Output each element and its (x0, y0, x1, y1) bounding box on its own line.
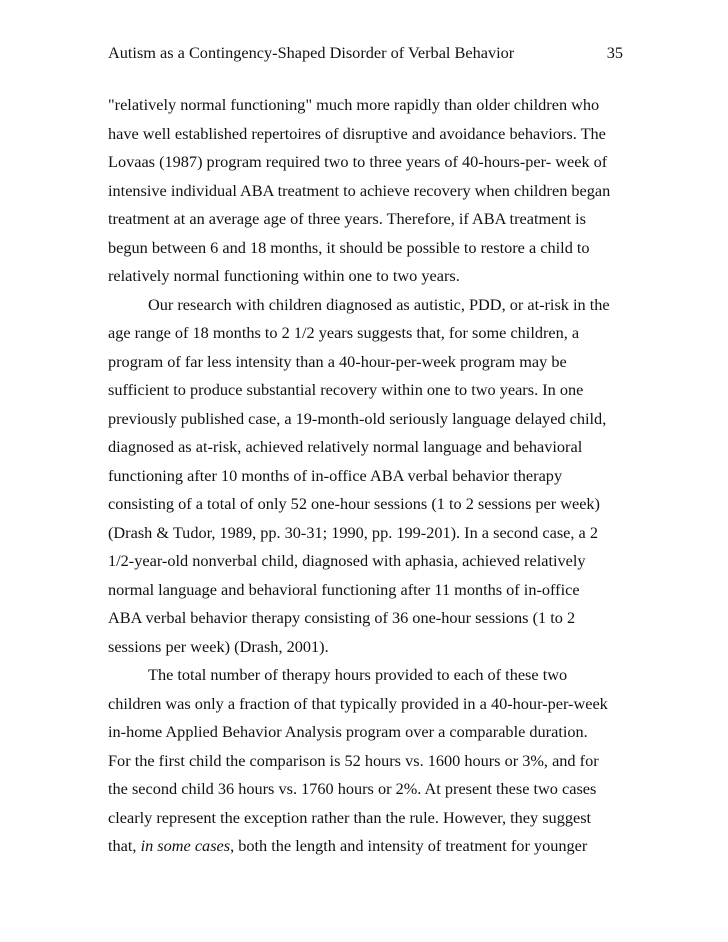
text-line: ABA verbal behavior therapy consisting of 36 one-hour sessions (1 to 2 (108, 608, 576, 627)
text-line: diagnosed as at-risk, achieved relatively normal language and behavioral (108, 437, 583, 456)
text-line: Lovaas (1987) program required two to three years of 40-hours-per- week of (108, 152, 608, 171)
body-text (108, 91, 623, 861)
text-line: "relatively normal functioning" much more rapidly than older children who (108, 95, 600, 114)
text-line-with-emphasis (108, 832, 623, 861)
text-line: begun between 6 and 18 months, it should be possible to restore a child to (108, 237, 590, 257)
paragraph-first-line: The total number of therapy hours provided to each of these two (148, 665, 568, 684)
text-line: relatively normal functioning within one to two years. (108, 266, 460, 285)
text-line: functioning after 10 months of in-office ABA verbal behavior therapy (108, 465, 563, 485)
emphasis-text: in some cases (140, 836, 231, 855)
running-header (108, 40, 623, 66)
text-line: program of far less intensity than a 40-hour-per-week program may be (108, 351, 567, 371)
page-number: 35 (606, 43, 623, 62)
text-line: previously published case, a 19-month-old seriously language delayed child, (108, 408, 607, 428)
text-line: treatment at an average age of three years. Therefore, if ABA treatment is (108, 209, 586, 228)
text-segment: , both the length and intensity of treatment for younger (230, 836, 588, 855)
text-line: 1/2-year-old nonverbal child, diagnosed with aphasia, achieved relatively (108, 551, 586, 570)
text-line: children was only a fraction of that typically provided in a 40-hour-per-week (108, 693, 608, 713)
running-title: Autism as a Contingency-Shaped Disorder of Verbal Behavior (108, 43, 515, 62)
text-line: normal language and behavioral functioning after 11 months of in-office (108, 579, 580, 599)
text-line: For the first child the comparison is 52 hours vs. 1600 hours or 3%, and for (108, 750, 599, 770)
text-line: sessions per week) (Drash, 2001). (108, 636, 329, 656)
text-line: age range of 18 months to 2 1/2 years suggests that, for some children, a (108, 323, 580, 342)
text-line: the second child 36 hours vs. 1760 hours or 2%. At present these two cases (108, 779, 597, 798)
text-line: in-home Applied Behavior Analysis program over a comparable duration. (108, 722, 588, 741)
text-line: clearly represent the exception rather than the rule. However, they suggest (108, 807, 592, 827)
text-line: consisting of a total of only 52 one-hour sessions (1 to 2 sessions per week) (108, 494, 600, 513)
text-line: (Drash & Tudor, 1989, pp. 30-31; 1990, pp. 199-201). In a second case, a 2 (108, 522, 598, 542)
paragraph-first-line: Our research with children diagnosed as autistic, PDD, or at-risk in the (148, 294, 610, 314)
text-line: sufficient to produce substantial recovery within one to two years. In one (108, 380, 584, 399)
text-line: intensive individual ABA treatment to achieve recovery when children began (108, 180, 611, 200)
text-line: have well established repertoires of disruptive and avoidance behaviors. The (108, 123, 606, 143)
text-segment: that, (108, 836, 141, 855)
